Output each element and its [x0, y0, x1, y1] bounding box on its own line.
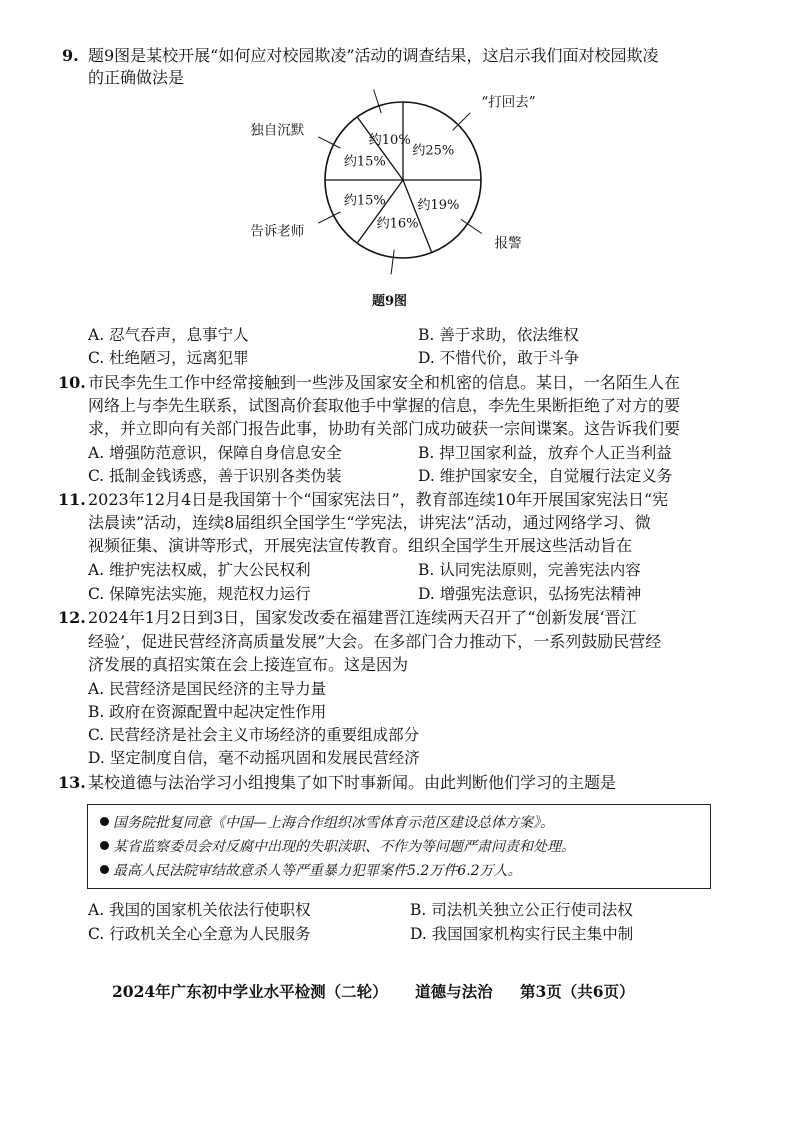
question-number-10: 10. [58, 373, 86, 392]
q9-option-b: B. 善于求助，依法维权 [418, 326, 579, 344]
question-9-stem-line-1: 题9图是某校开展“如何应对校园欺凌”活动的调查结果，这启示我们面对校园欺凌 [88, 46, 659, 65]
question-11-stem-line-3: 视频征集、演讲等形式，开展宪法宣传教育。组织全国学生开展这些活动旨在 [88, 536, 633, 555]
question-13-stem-line-1: 某校道德与法治学习小组搜集了如下时事新闻。由此判断他们学习的主题是 [88, 773, 617, 792]
q13-option-c: C. 行政机关全心全意为人民服务 [88, 925, 311, 943]
q11-option-d: D. 增强宪法意识，弘扬宪法精神 [418, 585, 642, 603]
q12-option-c: C. 民营经济是社会主义市场经济的重要组成部分 [88, 726, 420, 744]
q9-option-d: D. 不惜代价，敢于斗争 [418, 349, 580, 367]
bullet-icon [100, 817, 109, 826]
q12-option-b: B. 政府在资源配置中起决定性作用 [88, 703, 327, 721]
bullet-icon [100, 865, 109, 874]
news-item: 最高人民法院审结故意杀人等严重暴力犯罪案件5.2万件6.2万人。 [100, 862, 522, 880]
question-12-stem-line-2: 经验’，促进民营经济高质量发展”大会。在多部门合力推动下，一系列鼓励民营经 [88, 632, 662, 651]
pie-category-label: 告诉老师 [250, 223, 305, 240]
question-10-stem-line-1: 市民李先生工作中经常接触到一些涉及国家安全和机密的信息。某日，一名陌生人在 [88, 373, 681, 392]
pie-value-label: 约10% [368, 133, 411, 149]
q12-option-d: D. 坚定制度自信，毫不动摇巩固和发展民营经济 [88, 749, 420, 767]
question-11-stem-line-2: 法晨读”活动，连续8届组织全国学生“学宪法，讲宪法”活动，通过网络学习、微 [88, 513, 651, 532]
pie-value-label: 约15% [343, 193, 386, 209]
question-number-11: 11. [58, 490, 86, 509]
pie-category-label: 独自沉默 [250, 122, 305, 139]
pie-value-label: 约15% [343, 154, 386, 170]
bullet-icon [100, 841, 109, 850]
question-9-stem-line-2: 的正确做法是 [88, 68, 185, 87]
question-number-9: 9. [62, 46, 79, 65]
news-item: 某省监察委员会对反腐中出现的失职渎职、不作为等问题严肃问责和处理。 [100, 838, 575, 856]
footer-page-number: 第3页（共6页） [519, 982, 635, 1001]
news-item: 国务院批复同意《中国—上海合作组织冰雪体育示范区建设总体方案》。 [100, 814, 554, 832]
pie-value-label: 约16% [376, 216, 419, 232]
pie-category-label [315, 82, 369, 84]
question-number-13: 13. [58, 773, 86, 792]
figure-caption: 题9图 [372, 294, 408, 309]
question-12-stem-line-1: 2024年1月2日到3日，国家发改委在福建晋江连续两天召开了“创新发展‘晋江 [88, 608, 637, 627]
pie-category-label: “打回去” [481, 94, 536, 111]
footer-exam-title: 2024年广东初中学业水平检测（二轮） [112, 982, 388, 1001]
news-box [87, 804, 711, 889]
footer-subject: 道德与法治 [415, 982, 493, 1001]
pie-value-label: 约19% [417, 198, 460, 214]
q13-option-d: D. 我国国家机构实行民主集中制 [410, 925, 634, 943]
q13-option-b: B. 司法机关独立公正行使司法权 [410, 901, 633, 919]
q9-option-a: A. 忍气吞声，息事宁人 [88, 326, 249, 344]
question-10-stem-line-3: 求，并立即向有关部门报告此事，协助有关部门成功破获一宗间谍案。这告诉我们要 [88, 419, 681, 438]
q10-option-b: B. 捍卫国家利益，放弃个人正当利益 [418, 444, 672, 462]
q11-option-c: C. 保障宪法实施，规范权力运行 [88, 585, 311, 603]
q10-option-a: A. 增强防范意识，保障自身信息安全 [88, 444, 342, 462]
pie-value-label: 约25% [412, 143, 455, 159]
pie-category-label: 报警 [494, 235, 522, 252]
q9-option-c: C. 杜绝陋习，远离犯罪 [88, 349, 249, 367]
q11-option-a: A. 维护宪法权威，扩大公民权利 [88, 561, 311, 579]
q12-option-a: A. 民营经济是国民经济的主导力量 [88, 680, 327, 698]
q11-option-b: B. 认同宪法原则，完善宪法内容 [418, 561, 641, 579]
q10-option-d: D. 维护国家安全，自觉履行法定义务 [418, 467, 673, 485]
question-number-12: 12. [58, 608, 86, 627]
question-11-stem-line-1: 2023年12月4日是我国第十个“国家宪法日”，教育部连续10年开展国家宪法日“宪 [88, 490, 669, 509]
pie-chart [200, 82, 600, 282]
q10-option-c: C. 抵制金钱诱惑，善于识别各类伪装 [88, 467, 342, 485]
page-footer [112, 982, 657, 1002]
question-12-stem-line-3: 济发展的真招实策在会上接连宣布。这是因为 [88, 655, 409, 674]
q13-option-a: A. 我国的国家机关依法行使职权 [88, 901, 311, 919]
question-10-stem-line-2: 网络上与李先生联系，试图高价套取他手中掌握的信息，李先生果断拒绝了对方的要 [88, 396, 681, 415]
